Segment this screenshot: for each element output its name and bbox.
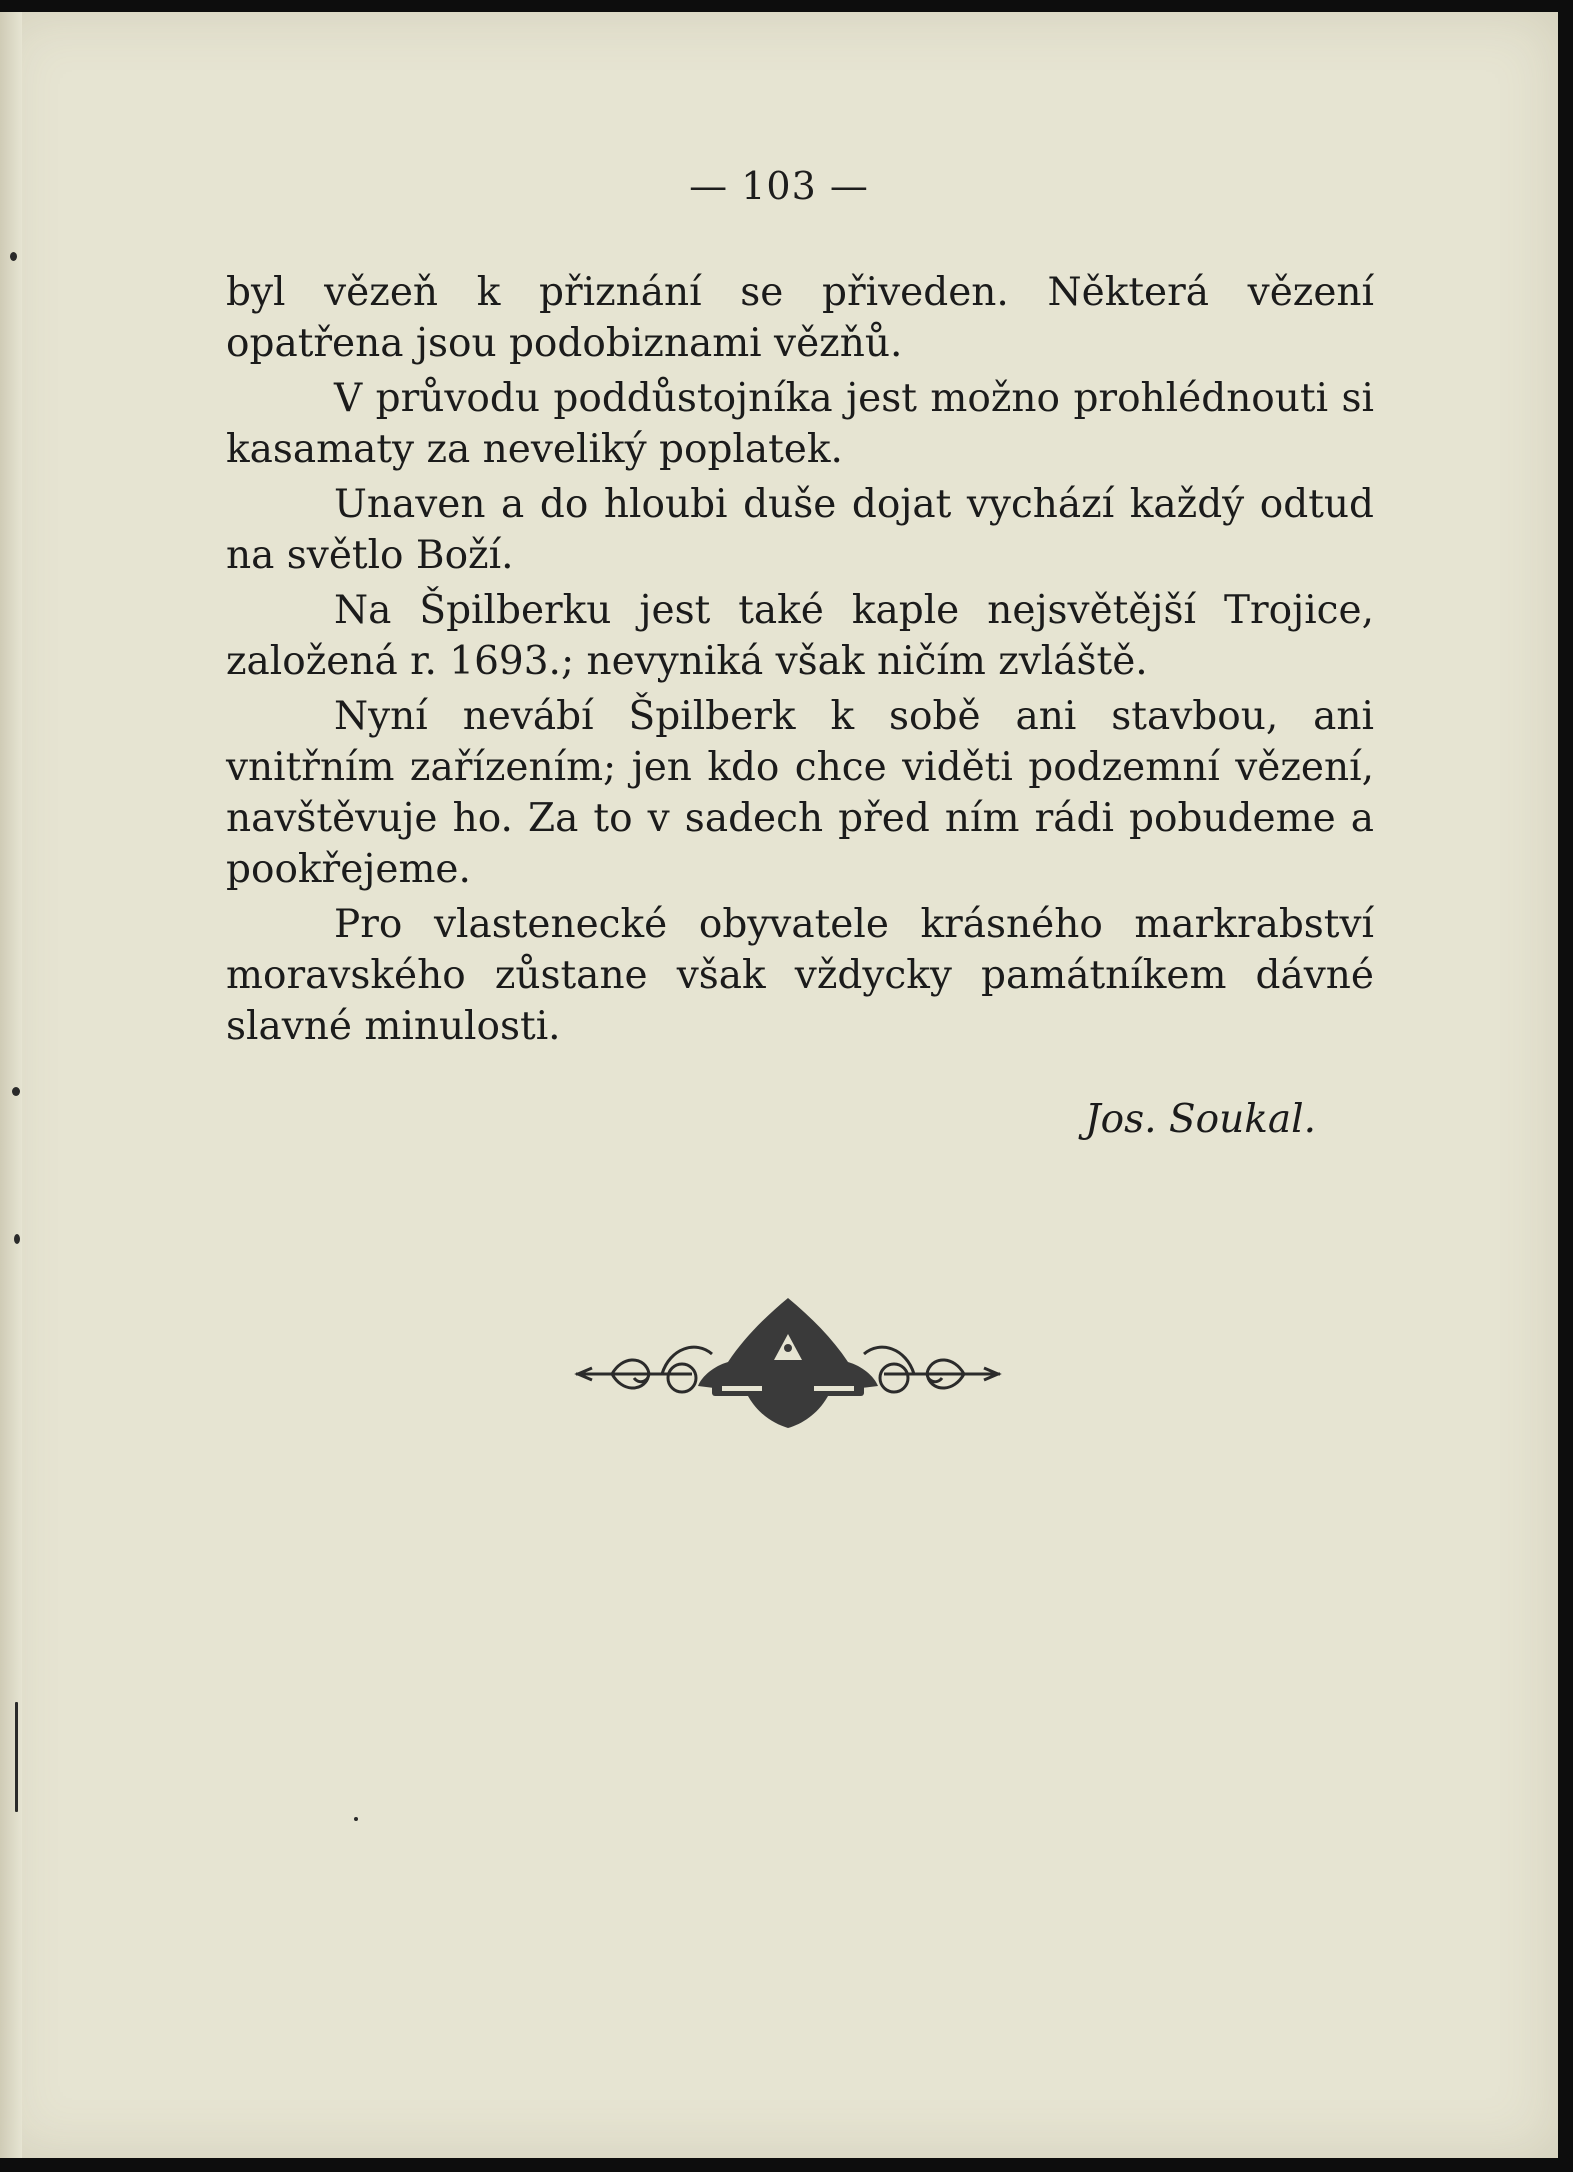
paragraph-3: Unaven a do hloubi duše dojat vychází každý odtud na světlo Boží. — [226, 482, 1374, 578]
paragraph-5: Nyní nevábí Špilberk k sobě ani stavbou, ani vnitřním zařízením; jen kdo chce viděti podzemní vězení, navštěvuje ho. Za to v sadech před ním rádi pobudeme a pookřejeme. — [226, 694, 1374, 892]
paper-speck — [12, 1087, 20, 1096]
book-page — [0, 12, 1558, 2158]
paper-speck — [10, 252, 17, 261]
paragraph-1: byl vězeň k přiznání se přiveden. Některá vězení opatřena jsou podobiznami vězňů. — [226, 270, 1374, 366]
paragraph-6: Pro vlastenecké obyvatele krásného markrabství moravského zůstane však vždycky památníkem dávné slavné minulosti. — [226, 902, 1374, 1049]
paper-speck — [14, 1234, 20, 1244]
page-gutter — [0, 12, 22, 2158]
paper-speck — [354, 1817, 358, 1821]
author-signature: Jos. Soukal. — [1085, 1097, 1316, 1142]
paragraph-2: V průvodu poddůstojníka jest možno prohlédnouti si kasamaty za neveliký poplatek. — [226, 376, 1374, 472]
vignette-ornament-icon — [572, 1290, 1004, 1434]
body-text — [226, 267, 1374, 1056]
page-number: — 103 — — [689, 164, 869, 208]
paper-speck — [15, 1702, 18, 1812]
paragraph-4: Na Špilberku jest také kaple nejsvětější Trojice, založená r. 1693.; nevyniká však ničím zvláště. — [226, 588, 1374, 684]
